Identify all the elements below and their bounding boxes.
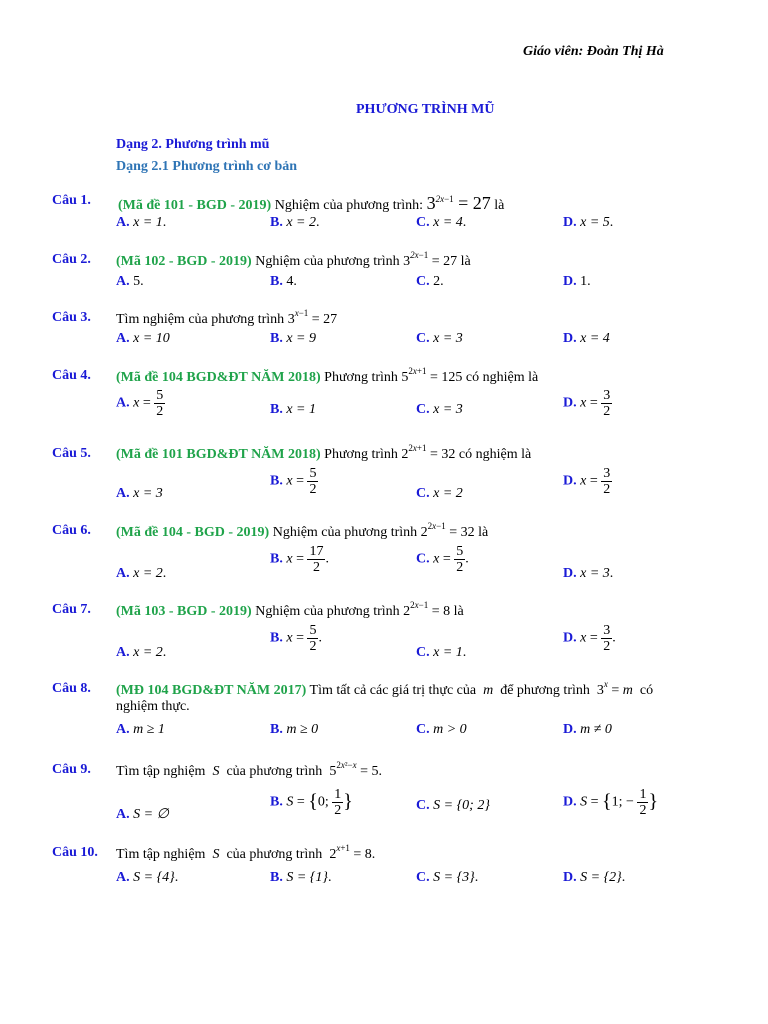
equation: $2^{2x-1} = 8$ (403, 600, 451, 619)
equation: $2^{x+1} = 8$ (325, 843, 372, 862)
equation: $5^{2x^2-x} = 5$ (325, 760, 379, 779)
option-b[interactable]: B. 4. (270, 274, 297, 289)
question-label: Câu 1. (52, 193, 91, 208)
option-b[interactable]: B. m ≥ 0 (270, 722, 319, 737)
question-7: Câu 7. (52, 602, 91, 617)
option-a[interactable]: A. x = 3 (116, 486, 163, 501)
question-source: (Mã đề 101 - BGD - 2019) (118, 198, 272, 213)
question-2-stem: (Mã 102 - BGD - 2019) Nghiệm của phương trình $3^{2x-1} = 27$ là (116, 250, 471, 269)
option-b[interactable]: B. x = 1 (270, 402, 317, 417)
section-heading: Dạng 2. Phương trình mũ (116, 137, 270, 152)
option-a[interactable]: A. S = ∅ (116, 807, 169, 822)
option-a[interactable]: A. 5. (116, 274, 144, 289)
option-c[interactable]: C. S = {0; 2} (416, 798, 490, 813)
option-c[interactable]: C. x = $\frac{5}{2}$ . (416, 544, 469, 575)
option-c[interactable]: C. S = {3}. (416, 870, 479, 885)
option-c[interactable]: C. x = 3 (416, 402, 463, 417)
equation: $3^x = m$ (593, 679, 633, 698)
question-10-stem: Tìm tập nghiệm S của phương trình $2^{x+1} = 8$. (116, 843, 376, 862)
question-prompt: Nghiệm của phương trình: (274, 198, 424, 213)
section-subheading: Dạng 2.1 Phương trình cơ bản (116, 159, 298, 174)
question-5-stem: (Mã đề 101 BGD&ĐT NĂM 2018) Phương trình $2^{2x+1} = 32$ có nghiệm là (116, 443, 532, 462)
question-suffix: là (494, 198, 505, 213)
question-8-stem: (MĐ 104 BGD&ĐT NĂM 2017) Tìm tất cả các giá trị thực của m để phương trình $3^x = m$ có (116, 679, 654, 698)
option-d[interactable]: D. x = 5. (563, 215, 614, 230)
option-d[interactable]: D. S = {1; − $\frac{1}{2}$ } (563, 787, 659, 818)
equation: $3^{2x-1} = 27$ (403, 250, 458, 269)
question-1-stem (118, 193, 504, 214)
option-c[interactable]: C. x = 4. (416, 215, 467, 230)
question-6-stem: (Mã đề 104 - BGD - 2019) Nghiệm của phương trình $2^{2x-1} = 32$ là (116, 521, 489, 540)
option-d[interactable]: D. x = $\frac{3}{2}$ . (563, 623, 616, 654)
option-a[interactable]: A. S = {4}. (116, 870, 179, 885)
option-a[interactable]: A. x = 1. (116, 215, 167, 230)
option-d[interactable]: D. x = 3. (563, 566, 614, 581)
option-b[interactable]: B. S = {0; $\frac{1}{2}$ } (270, 787, 353, 818)
equation: $5^{2x+1} = 125$ (401, 366, 463, 385)
variable-s: S (208, 847, 223, 862)
question-3-stem: Tìm nghiệm của phương trình $3^{x-1} = 27$ (116, 308, 338, 327)
option-b[interactable]: B. x = $\frac{5}{2}$ (270, 466, 317, 497)
question-4: Câu 4. (52, 368, 91, 383)
option-d[interactable]: D. 1. (563, 274, 591, 289)
question-6: Câu 6. (52, 523, 91, 538)
option-b[interactable]: B. S = {1}. (270, 870, 332, 885)
question-8-line2: nghiệm thực. (116, 699, 190, 714)
option-c[interactable]: C. x = 3 (416, 331, 463, 346)
option-a[interactable]: A. x = $\frac{5}{2}$ (116, 388, 164, 419)
option-a[interactable]: A. x = 2. (116, 645, 167, 660)
option-b[interactable]: B. x = $\frac{5}{2}$ . (270, 623, 322, 654)
equation: $3^{2x-1} = 27$ (426, 193, 491, 213)
variable-s: S (208, 764, 223, 779)
question-2: Câu 2. (52, 252, 91, 267)
option-c[interactable]: C. 2. (416, 274, 444, 289)
option-c[interactable]: C. x = 2 (416, 486, 463, 501)
question-3: Câu 3. (52, 310, 91, 325)
option-d[interactable]: D. S = {2}. (563, 870, 626, 885)
question-8: Câu 8. (52, 681, 91, 696)
option-d[interactable]: D. x = 4 (563, 331, 610, 346)
equation: $3^{x-1} = 27$ (287, 308, 338, 327)
option-b[interactable]: B. x = 2. (270, 215, 320, 230)
option-a[interactable]: A. m ≥ 1 (116, 722, 165, 737)
option-b[interactable]: B. x = 9 (270, 331, 317, 346)
equation: $2^{2x-1} = 32$ (420, 521, 475, 540)
variable-m: m (479, 683, 497, 698)
question-7-stem: (Mã 103 - BGD - 2019) Nghiệm của phương trình $2^{2x-1} = 8$ là (116, 600, 464, 619)
option-d[interactable]: D. x = $\frac{3}{2}$ (563, 388, 611, 419)
option-d[interactable]: D. x = $\frac{3}{2}$ (563, 466, 611, 497)
question-1 (52, 193, 91, 209)
option-c[interactable]: C. x = 1. (416, 645, 467, 660)
question-9-stem: Tìm tập nghiệm S của phương trình $5^{2x^2-x} = 5$. (116, 760, 382, 779)
teacher-name: Giáo viên: Đoàn Thị Hà (523, 44, 664, 59)
question-9: Câu 9. (52, 762, 91, 777)
option-c[interactable]: C. m > 0 (416, 722, 467, 737)
option-b[interactable]: B. x = $\frac{17}{2}$ . (270, 544, 329, 575)
question-5: Câu 5. (52, 446, 91, 461)
equation: $2^{2x+1} = 32$ (401, 443, 456, 462)
question-4-stem: (Mã đề 104 BGD&ĐT NĂM 2018) Phương trình $5^{2x+1} = 125$ có nghiệm là (116, 366, 539, 385)
option-a[interactable]: A. x = 2. (116, 566, 167, 581)
page-title: PHƯƠNG TRÌNH MŨ (356, 102, 495, 117)
option-a[interactable]: A. x = 10 (116, 331, 170, 346)
question-10: Câu 10. (52, 845, 98, 860)
option-d[interactable]: D. m ≠ 0 (563, 722, 612, 737)
